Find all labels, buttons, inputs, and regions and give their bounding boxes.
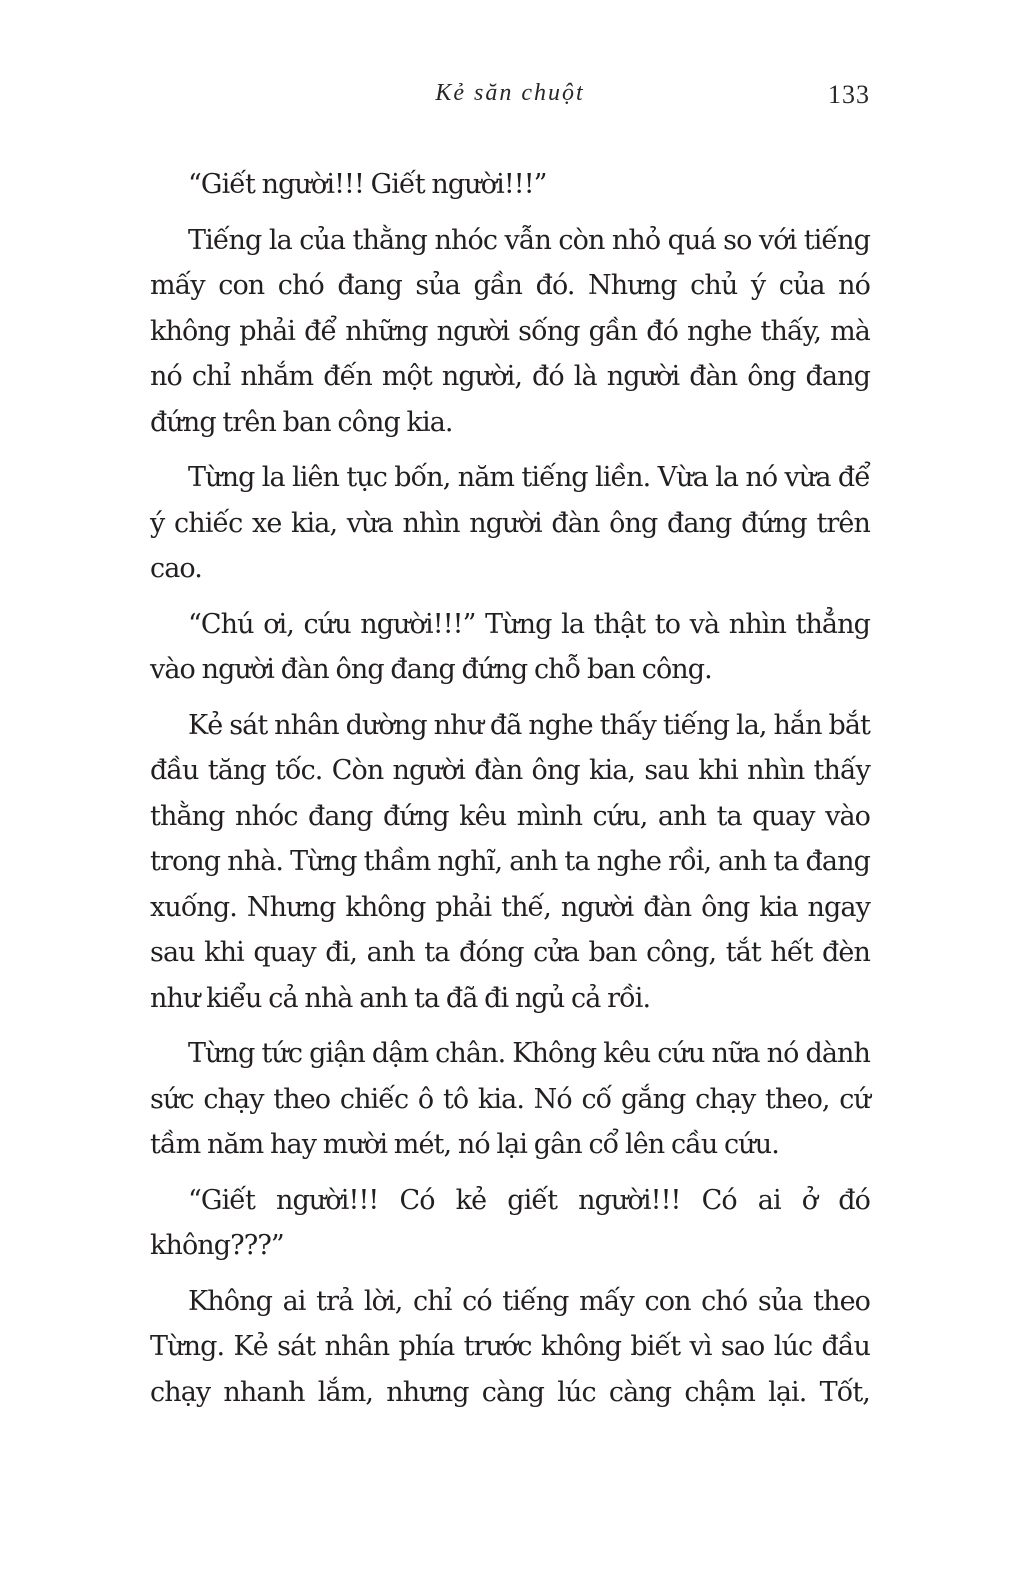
paragraph-8: Không ai trả lời, chỉ có tiếng mấy con chó sủa theo Từng. Kẻ sát nhân phía trước không biết vì sao lúc đầu chạy nhanh lắm, nhưng càng lúc càng chậm lại. Tốt, <box>150 1285 870 1408</box>
paragraph-2: Tiếng la của thằng nhóc vẫn còn nhỏ quá so với tiếng mấy con chó đang sủa gần đó. Nhưng chủ ý của nó không phải để những người sống gần đó nghe thấy, mà nó chỉ nhắm đến một người, đó là người đàn ông đang đứng trên ban công kia. <box>150 224 870 438</box>
running-title: Kẻ săn chuột <box>435 80 585 106</box>
page-number: 133 <box>828 80 870 109</box>
paragraph-4: “Chú ơi, cứu người!!!” Từng la thật to và nhìn thẳng vào người đàn ông đang đứng chỗ ban công. <box>150 608 870 685</box>
body-text <box>150 162 870 1425</box>
running-head <box>150 80 870 116</box>
paragraph-7: “Giết người!!! Có kẻ giết người!!! Có ai ở đó không???” <box>150 1184 870 1261</box>
paragraph-6: Từng tức giận dậm chân. Không kêu cứu nữa nó dành sức chạy theo chiếc ô tô kia. Nó cố gắng chạy theo, cứ tầm năm hay mười mét, nó lại gân cổ lên cầu cứu. <box>150 1038 870 1160</box>
paragraph-5: Kẻ sát nhân dường như đã nghe thấy tiếng la, hắn bắt đầu tăng tốc. Còn người đàn ông kia, sau khi nhìn thấy thằng nhóc đang đứng kêu mình cứu, anh ta quay vào trong nhà. Từng thầm nghĩ, anh ta nghe rồi, anh ta đang xuống. Nhưng không phải thế, người đàn ông kia ngay sau khi quay đi, anh ta đóng cửa ban công, tắt hết đèn như kiểu cả nhà anh ta đã đi ngủ cả rồi. <box>150 709 870 1014</box>
paragraph-1: “Giết người!!! Giết người!!!” <box>188 169 547 200</box>
paragraph-3: Từng la liên tục bốn, năm tiếng liền. Vừa la nó vừa để ý chiếc xe kia, vừa nhìn người đàn ông đang đứng trên cao. <box>150 462 870 584</box>
